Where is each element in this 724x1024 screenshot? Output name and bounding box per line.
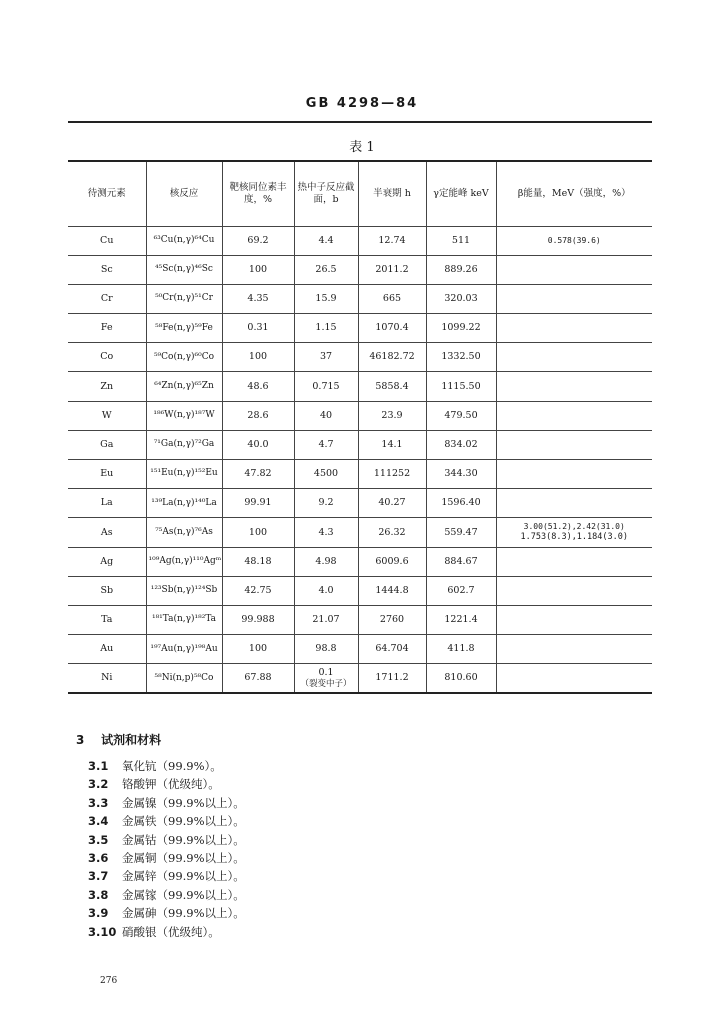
cell-abundance-text: 99.988 [241,614,275,626]
cell-gamma-energy-text: 884.67 [444,555,478,567]
table-row [68,576,652,605]
cell-cross-section [294,635,358,664]
cell-gamma-energy-text: 1221.4 [444,614,478,626]
cell-cross-section [294,489,358,518]
cell-gamma-energy [426,460,496,489]
item-number: 3.10 [88,924,117,939]
cell-reaction-text: ⁷¹Ga(n,γ)⁷²Ga [153,439,215,450]
cell-element-text: Ga [100,438,114,450]
cell-element [68,284,146,313]
item-text: 金属砷（99.9%以上）。 [122,906,245,921]
table-row [68,401,652,430]
section-title [76,731,161,748]
cell-abundance [222,401,294,430]
table-body [68,226,652,693]
cell-gamma-energy-text: 1332.50 [441,351,481,363]
cell-gamma-energy [426,518,496,547]
item-number: 3.1 [88,759,109,773]
cell-beta-energy [496,605,652,634]
cell-cross-section-text: 26.5 [315,263,337,275]
cell-element [68,489,146,518]
cell-beta-energy [496,284,652,313]
cell-cross-section [294,547,358,576]
cell-gamma-energy-text: 834.02 [444,438,478,450]
cell-gamma-energy-text: 479.50 [444,409,478,421]
cell-reaction [146,226,222,255]
cell-half-life-text: 2011.2 [375,263,409,275]
col-header-abundance: 靶核同位素丰度，% [222,161,294,226]
cell-half-life-text: 2760 [379,614,405,626]
cell-element-text: Cu [100,234,114,246]
cell-abundance-text: 28.6 [247,409,269,421]
cell-abundance [222,372,294,401]
item-text: 氧化钪（99.9%）。 [122,759,222,773]
cell-abundance-text: 69.2 [247,234,269,246]
item-text: 金属铁（99.9%以上）。 [122,814,245,829]
cell-abundance [222,605,294,634]
page-number: 276 [100,976,118,986]
cell-cross-section-text: 4.4 [318,234,334,246]
cell-gamma-energy-text: 411.8 [447,643,475,655]
cell-cross-section [294,343,358,372]
col-header-gamma: γ定能峰 keV [426,161,496,226]
cell-abundance [222,460,294,489]
cell-reaction-text: ¹⁸⁶W(n,γ)¹⁸⁷W [153,410,215,421]
cell-cross-section-text: 4.98 [315,555,337,567]
cell-gamma-energy [426,605,496,634]
cell-cross-section [294,605,358,634]
cell-reaction [146,284,222,313]
cell-gamma-energy [426,284,496,313]
cell-beta-energy [496,547,652,576]
cell-half-life-text: 46182.72 [369,351,415,363]
cell-gamma-energy-text: 511 [451,234,471,246]
cell-beta-energy-text: 0.578(39.6) [547,235,601,245]
item-number: 3.8 [88,887,109,902]
table-row [68,226,652,255]
document-code: GB 4298—84 [305,96,419,111]
cell-cross-section-text-line2: （裂变中子） [300,678,352,689]
cell-gamma-energy [426,226,496,255]
table-row [68,489,652,518]
table-row [68,664,652,693]
section-items [88,757,245,941]
cell-gamma-energy [426,489,496,518]
cell-reaction-text: ¹⁸¹Ta(n,γ)¹⁸²Ta [151,614,217,625]
cell-reaction [146,372,222,401]
header-rule [68,121,652,123]
cell-cross-section-text: 0.715 [312,380,340,392]
cell-reaction-text: ⁵⁹Co(n,γ)⁶⁰Co [153,351,215,362]
cell-element-text: Fe [100,322,113,334]
col-header-half-life: 半衰期 h [358,161,426,226]
cell-cross-section-text: 4500 [313,468,339,480]
cell-reaction-text: ⁷⁵As(n,γ)⁷⁶As [155,526,213,537]
cell-element-text: La [100,497,113,509]
item-number: 3.3 [88,795,109,810]
cell-beta-energy [496,255,652,284]
cell-reaction [146,401,222,430]
cell-element-text: Eu [100,468,114,480]
cell-beta-energy [496,664,652,693]
cell-cross-section [294,576,358,605]
cell-half-life-text: 12.74 [378,234,406,246]
cell-beta-energy [496,401,652,430]
cell-half-life-text: 64.704 [375,643,409,655]
cell-element-text: Zn [100,380,114,392]
cell-gamma-energy-text: 602.7 [447,584,475,596]
cell-reaction [146,430,222,459]
cell-beta-energy [496,518,652,547]
cell-reaction-text: ¹⁵¹Eu(n,γ)¹⁵²Eu [150,468,218,479]
cell-half-life [358,401,426,430]
cell-reaction [146,255,222,284]
cell-half-life-text: 1711.2 [375,672,409,684]
cell-abundance-text: 48.6 [247,380,269,392]
cell-element-text: Ta [101,614,113,626]
cell-half-life [358,255,426,284]
cell-reaction-text: ¹³⁹La(n,γ)¹⁴⁰La [151,497,217,508]
cell-half-life [358,314,426,343]
item-number: 3.5 [88,832,109,847]
table-title: 表 1 [349,140,375,155]
cell-cross-section-text: 4.3 [318,526,334,538]
item-number: 3.4 [88,814,109,829]
list-item [88,867,245,885]
cell-half-life [358,605,426,634]
cell-half-life [358,460,426,489]
cell-cross-section [294,284,358,313]
cell-element [68,460,146,489]
cell-beta-energy-text: 3.00(51.2),2.42(31.0) [523,522,625,532]
cell-half-life [358,518,426,547]
table-row [68,343,652,372]
cell-element-text: Sc [100,263,113,275]
cell-reaction [146,460,222,489]
cell-gamma-energy [426,664,496,693]
cell-half-life-text: 665 [382,293,402,305]
cell-reaction [146,314,222,343]
cell-beta-energy [496,343,652,372]
cell-element-text: As [100,526,113,538]
cell-beta-energy [496,226,652,255]
cell-element-text: Co [100,351,114,363]
cell-beta-energy [496,635,652,664]
cell-gamma-energy [426,547,496,576]
cell-cross-section-text: 0.1 [318,666,334,678]
cell-cross-section-text: 4.0 [318,584,334,596]
cell-abundance [222,635,294,664]
cell-gamma-energy [426,401,496,430]
cell-reaction [146,518,222,547]
cell-reaction [146,489,222,518]
cell-reaction-text: ¹⁰⁹Ag(n,γ)¹¹⁰Agᵐ [148,556,222,567]
cell-beta-energy-text-line2: 1.753(8.3),1.184(3.0) [520,532,628,543]
cell-cross-section-text: 9.2 [318,497,334,509]
cell-element-text: Au [100,643,114,655]
cell-element-text: Ag [100,555,114,567]
cell-gamma-energy [426,430,496,459]
cell-cross-section [294,430,358,459]
table-row [68,372,652,401]
item-text: 铬酸钾（优级纯）。 [122,777,220,792]
cell-reaction [146,605,222,634]
item-text: 硝酸银（优级纯）。 [122,924,220,939]
cell-gamma-energy [426,372,496,401]
list-item [88,831,245,849]
cell-beta-energy [496,460,652,489]
cell-half-life [358,489,426,518]
data-table [68,160,652,694]
table-row [68,314,652,343]
table-row [68,605,652,634]
cell-reaction [146,664,222,693]
cell-element [68,255,146,284]
cell-abundance [222,314,294,343]
cell-abundance-text: 4.35 [247,293,269,305]
cell-cross-section [294,314,358,343]
cell-reaction-text: ⁵⁸Fe(n,γ)⁵⁹Fe [155,322,213,333]
cell-reaction [146,343,222,372]
cell-gamma-energy [426,255,496,284]
cell-beta-energy [496,489,652,518]
cell-abundance [222,343,294,372]
cell-reaction [146,576,222,605]
section-number: 3 [76,733,85,747]
list-item [88,775,245,793]
cell-reaction-text: ⁶³Cu(n,γ)⁶⁴Cu [153,234,215,245]
cell-half-life [358,430,426,459]
col-header-reaction: 核反应 [146,161,222,226]
cell-beta-energy [496,430,652,459]
cell-half-life-text: 1070.4 [375,322,409,334]
cell-cross-section-text: 4.7 [318,438,334,450]
cell-element-text: Sb [100,584,114,596]
cell-half-life-text: 26.32 [378,526,406,538]
cell-gamma-energy-text: 1115.50 [441,380,481,392]
cell-cross-section-text: 98.8 [315,643,337,655]
cell-abundance-text: 48.18 [244,555,272,567]
cell-abundance [222,255,294,284]
cell-element [68,576,146,605]
cell-abundance-text: 42.75 [244,584,272,596]
item-number: 3.2 [88,777,109,792]
cell-reaction [146,635,222,664]
cell-gamma-energy [426,343,496,372]
list-item [88,794,245,812]
cell-cross-section [294,255,358,284]
cell-abundance-text: 100 [248,526,268,538]
cell-abundance-text: 100 [248,263,268,275]
cell-cross-section [294,664,358,693]
table-row [68,284,652,313]
cell-gamma-energy [426,635,496,664]
cell-half-life [358,576,426,605]
cell-cross-section [294,226,358,255]
list-item [88,886,245,904]
cell-reaction-text: ¹⁹⁷Au(n,γ)¹⁹⁸Au [150,643,218,654]
list-item [88,757,245,775]
cell-half-life [358,343,426,372]
table-row [68,518,652,547]
cell-half-life [358,664,426,693]
cell-element [68,547,146,576]
cell-half-life-text: 5858.4 [375,380,409,392]
cell-element [68,401,146,430]
item-number: 3.6 [88,850,109,865]
list-item [88,849,245,867]
cell-gamma-energy-text: 1596.40 [441,497,481,509]
table-row [68,460,652,489]
cell-half-life [358,284,426,313]
cell-half-life-text: 40.27 [378,497,406,509]
cell-abundance [222,547,294,576]
cell-abundance-text: 67.88 [244,672,272,684]
item-text: 金属铜（99.9%以上）。 [122,850,245,865]
cell-cross-section [294,460,358,489]
cell-beta-energy [496,372,652,401]
cell-cross-section-text: 40 [319,409,333,421]
cell-half-life-text: 111252 [373,468,411,480]
cell-cross-section [294,372,358,401]
cell-element [68,635,146,664]
item-text: 金属镍（99.9%以上）。 [122,795,245,810]
cell-abundance [222,489,294,518]
cell-abundance [222,430,294,459]
cell-gamma-energy-text: 559.47 [444,526,478,538]
cell-abundance-text: 100 [248,351,268,363]
cell-abundance [222,226,294,255]
cell-cross-section-text: 21.07 [312,614,340,626]
cell-gamma-energy-text: 1099.22 [441,322,481,334]
cell-half-life-text: 1444.8 [375,584,409,596]
item-text: 金属钴（99.9%以上）。 [122,832,245,847]
item-text: 金属锌（99.9%以上）。 [122,869,245,884]
table-row [68,635,652,664]
cell-reaction-text: ⁵⁰Cr(n,γ)⁵¹Cr [155,293,213,304]
cell-element-text: W [101,409,112,421]
cell-cross-section-text: 15.9 [315,293,337,305]
cell-reaction-text: ⁴⁵Sc(n,γ)⁴⁶Sc [155,264,213,275]
cell-reaction-text: ¹²³Sb(n,γ)¹²⁴Sb [150,585,218,596]
cell-reaction-text: ⁶⁴Zn(n,γ)⁶⁵Zn [154,380,214,391]
cell-element [68,226,146,255]
cell-gamma-energy-text: 889.26 [444,263,478,275]
item-number: 3.9 [88,906,109,921]
cell-abundance [222,576,294,605]
cell-reaction-text: ⁵⁸Ni(n,p)⁵⁸Co [154,672,214,683]
list-item [88,923,245,941]
col-header-beta: β能量，MeV（强度，%） [496,161,652,226]
cell-half-life [358,547,426,576]
cell-abundance [222,284,294,313]
cell-gamma-energy [426,576,496,605]
cell-half-life [358,635,426,664]
cell-gamma-energy-text: 320.03 [444,293,478,305]
col-header-cross-section: 热中子反应截面，b [294,161,358,226]
list-item [88,904,245,922]
list-item [88,812,245,830]
cell-gamma-energy [426,314,496,343]
table-row [68,547,652,576]
cell-element-text: Ni [101,672,113,684]
cell-reaction [146,547,222,576]
cell-abundance-text: 99.91 [244,497,272,509]
table-header-row [68,161,652,226]
cell-element-text: Cr [100,293,113,305]
cell-abundance-text: 100 [248,643,268,655]
cell-element [68,605,146,634]
cell-half-life-text: 23.9 [381,409,403,421]
cell-gamma-energy-text: 344.30 [444,468,478,480]
cell-half-life [358,226,426,255]
cell-half-life-text: 14.1 [381,438,403,450]
cell-element [68,664,146,693]
cell-abundance [222,664,294,693]
cell-half-life-text: 6009.6 [375,555,409,567]
cell-cross-section-text: 37 [319,351,333,363]
cell-element [68,343,146,372]
item-text: 金属镓（99.9%以上）。 [122,887,245,902]
item-number: 3.7 [88,869,109,884]
cell-cross-section-text: 1.15 [315,322,337,334]
cell-gamma-energy-text: 810.60 [444,672,478,684]
cell-element [68,314,146,343]
cell-cross-section [294,401,358,430]
section-title-text: 试剂和材料 [101,733,162,747]
cell-beta-energy [496,314,652,343]
cell-element [68,430,146,459]
cell-abundance [222,518,294,547]
cell-abundance-text: 40.0 [247,438,269,450]
cell-half-life [358,372,426,401]
cell-beta-energy [496,576,652,605]
table-row [68,255,652,284]
cell-cross-section [294,518,358,547]
cell-element [68,518,146,547]
cell-element [68,372,146,401]
cell-abundance-text: 0.31 [247,322,269,334]
table-row [68,430,652,459]
cell-abundance-text: 47.82 [244,468,272,480]
col-header-element: 待测元素 [68,161,146,226]
